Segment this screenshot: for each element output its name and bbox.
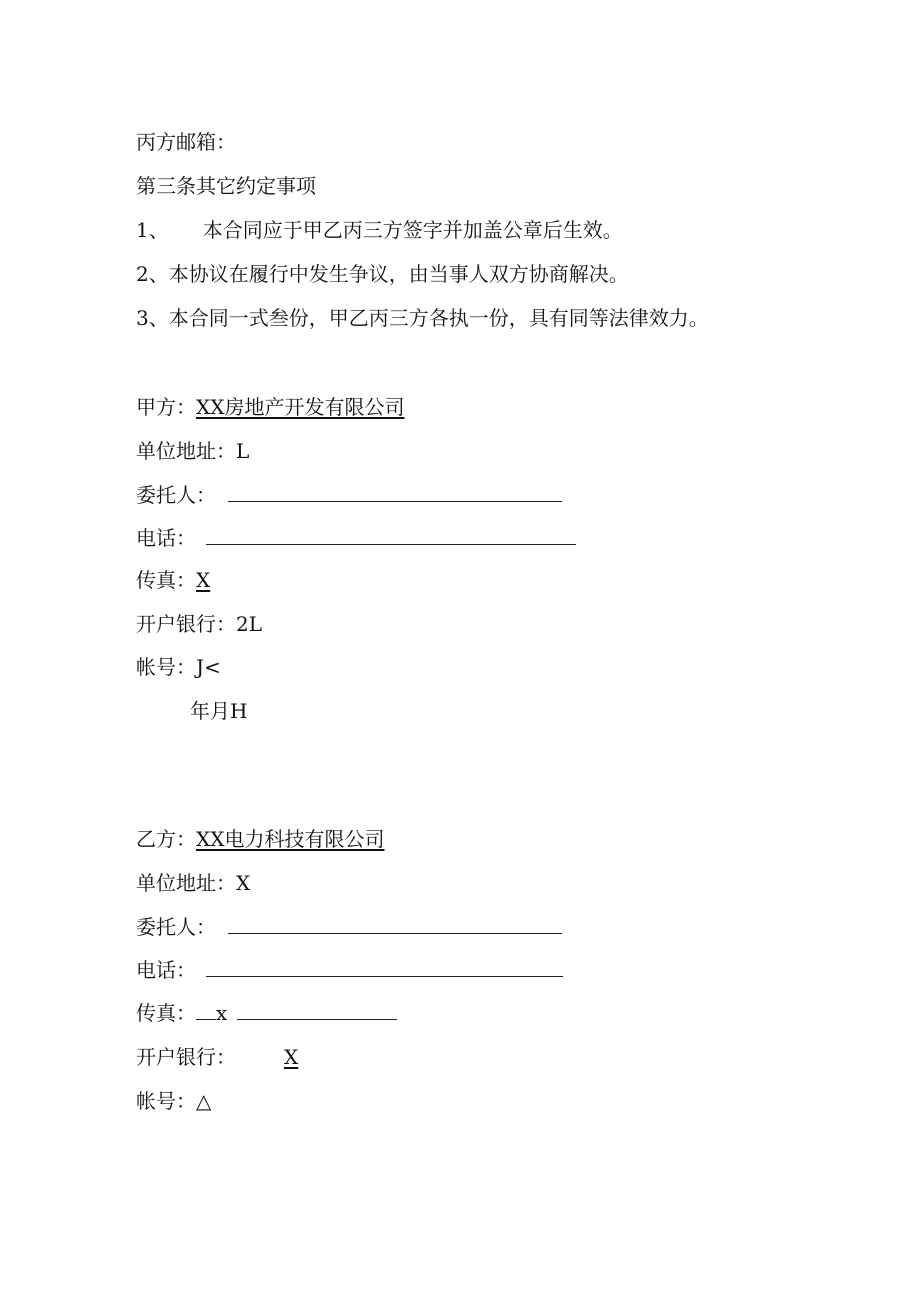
party-b-address-value: X (236, 871, 251, 895)
party-a-fax-value: X (196, 568, 211, 592)
party-a-agent-blank[interactable] (228, 483, 562, 502)
party-b-phone-label: 电话： (136, 958, 196, 982)
party-a-phone-blank[interactable] (206, 526, 576, 545)
party-b-bank-label: 开户银行： (136, 1045, 236, 1069)
party-a-phone-line (136, 524, 576, 552)
party-a-account-line (136, 653, 221, 681)
party-b-fax-label: 传真： (136, 1001, 196, 1025)
party-a-address-label: 单位地址： (136, 439, 236, 463)
party-b-bank-value: X (284, 1045, 299, 1069)
party-b-label: 乙方： (136, 827, 196, 851)
party-a-label: 甲方： (136, 395, 196, 419)
party-a-address-value: L (236, 439, 250, 463)
party-a-fax-line (136, 566, 210, 594)
party-a-fax-label: 传真： (136, 568, 196, 592)
item-1-text: 本合同应于甲乙丙三方签字并加盖公章后生效。 (202, 218, 623, 242)
item-2-text: 2、本协议在履行中发生争议，由当事人双方协商解决。 (136, 262, 629, 286)
party-b-account-label: 帐号： (136, 1089, 196, 1113)
party-a-agent-line (136, 481, 562, 509)
party-b-account-line (136, 1087, 211, 1115)
party-a-account-label: 帐号： (136, 655, 196, 679)
item-1-number: 1、 (136, 218, 169, 242)
party-b-fax-blank-left[interactable] (196, 1001, 216, 1020)
article3-item-2 (136, 260, 629, 288)
party-b-fax-blank-right[interactable] (237, 1001, 397, 1020)
article3-title-text: 第三条其它约定事项 (136, 174, 316, 198)
item-3-text: 3、本合同一式叁份，甲乙丙三方各执一份，具有同等法律效力。 (136, 306, 709, 330)
c-email-label: 丙方邮箱： (136, 130, 236, 154)
party-a-account-value: J< (196, 655, 221, 679)
party-a-agent-label: 委托人： (136, 483, 216, 507)
party-a-bank-value: 2L (236, 612, 263, 636)
party-b-phone-blank[interactable] (206, 958, 563, 977)
party-b-name: XX电力科技有限公司 (196, 827, 385, 851)
party-b-address-label: 单位地址： (136, 871, 236, 895)
party-a-bank-label: 开户银行： (136, 612, 236, 636)
article3-title (136, 172, 316, 200)
party-b-agent-blank[interactable] (228, 915, 562, 934)
party-a-line (136, 393, 404, 421)
party-a-date: 年月H (190, 699, 248, 723)
party-a-address-line (136, 437, 249, 465)
c-email-line (136, 128, 236, 156)
party-b-agent-line (136, 913, 562, 941)
party-a-phone-label: 电话： (136, 526, 196, 550)
party-b-bank-line (136, 1043, 298, 1071)
party-b-account-value: △ (196, 1089, 212, 1113)
party-a-date-line (190, 697, 247, 725)
party-b-fax-line (136, 999, 397, 1027)
party-a-bank-line (136, 610, 262, 638)
party-b-fax-value: x (216, 1001, 228, 1025)
party-b-phone-line (136, 956, 563, 984)
article3-item-1 (136, 216, 623, 244)
party-b-agent-label: 委托人： (136, 915, 216, 939)
party-b-line (136, 825, 384, 853)
party-a-name: XX房地产开发有限公司 (196, 395, 405, 419)
party-b-address-line (136, 869, 250, 897)
article3-item-3 (136, 304, 709, 332)
